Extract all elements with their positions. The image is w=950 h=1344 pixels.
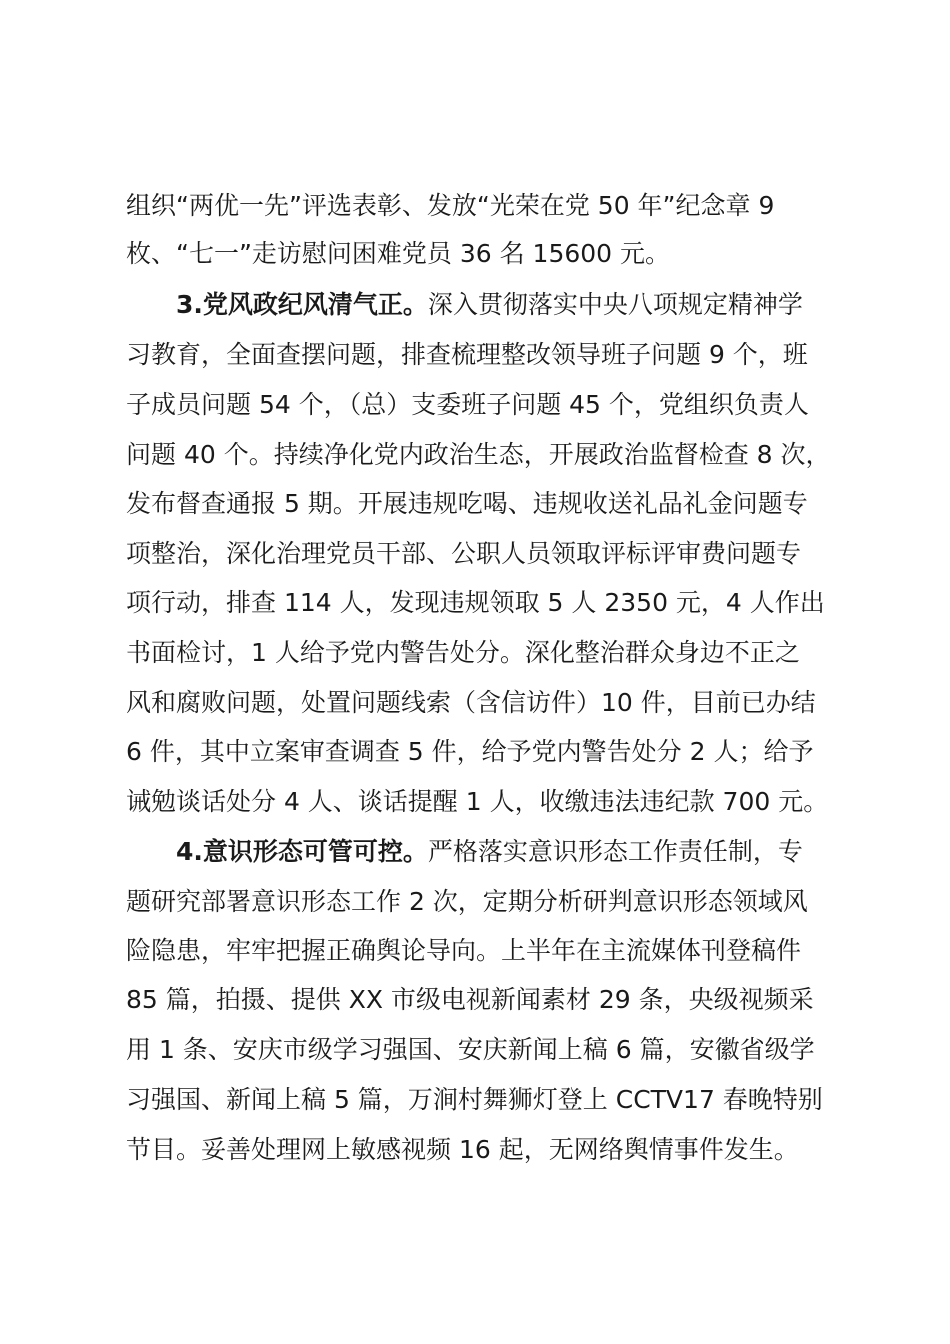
section-3-first-line	[176, 280, 866, 330]
paragraph-line: 习强国、新闻上稿 5 篇，万涧村舞狮灯登上 CCTV17 春晚特别	[126, 1085, 823, 1114]
paragraph-line: 书面检讨，1 人给予党内警告处分。深化整治群众身边不正之	[126, 638, 800, 667]
paragraph-line: 用 1 条、安庆市级学习强国、安庆新闻上稿 6 篇，安徽省级学	[126, 1035, 815, 1064]
section-4-first-line	[176, 827, 866, 877]
section-4-heading: 4.意识形态可管可控。	[176, 837, 428, 866]
section-4-lead-text: 严格落实意识形态工作责任制，专	[427, 837, 803, 866]
paragraph-line: 枚、“七一”走访慰问困难党员 36 名 15600 元。	[126, 239, 671, 268]
section-3-heading: 3.党风政纪风清气正。	[176, 290, 428, 319]
paragraph-line: 6 件，其中立案审查调查 5 件，给予党内警告处分 2 人；给予	[126, 737, 814, 766]
paragraph-line: 项行动，排查 114 人，发现违规领取 5 人 2350 元，4 人作出	[126, 588, 825, 617]
paragraph-line: 发布督查通报 5 期。开展违规吃喝、违规收送礼品礼金问题专	[126, 489, 808, 518]
paragraph-line: 险隐患，牢牢把握正确舆论导向。上半年在主流媒体刊登稿件	[126, 936, 802, 965]
paragraph-line: 节目。妥善处理网上敏感视频 16 起，无网络舆情事件发生。	[126, 1135, 799, 1164]
section-3-lead-text: 深入贯彻落实中央八项规定精神学	[427, 290, 803, 319]
paragraph-line: 问题 40 个。持续净化党内政治生态，开展政治监督检查 8 次，	[126, 440, 831, 469]
paragraph-line: 风和腐败问题，处置问题线索（含信访件）10 件，目前已办结	[126, 688, 816, 717]
paragraph-line: 题研究部署意识形态工作 2 次，定期分析研判意识形态领域风	[126, 887, 808, 916]
paragraph-line: 子成员问题 54 个，（总）支委班子问题 45 个，党组织负责人	[126, 390, 809, 419]
paragraph-line: 诫勉谈话处分 4 人、谈话提醒 1 人，收缴违法违纪款 700 元。	[126, 787, 829, 816]
paragraph-line: 85 篇，拍摄、提供 XX 市级电视新闻素材 29 条，央级视频采	[126, 985, 814, 1014]
paragraph-line: 项整治，深化治理党员干部、公职人员领取评标评审费问题专	[126, 539, 802, 568]
paragraph-line: 习教育，全面查摆问题，排查梳理整改领导班子问题 9 个，班	[126, 340, 808, 369]
paragraph-line: 组织“两优一先”评选表彰、发放“光荣在党 50 年”纪念章 9	[126, 191, 775, 220]
